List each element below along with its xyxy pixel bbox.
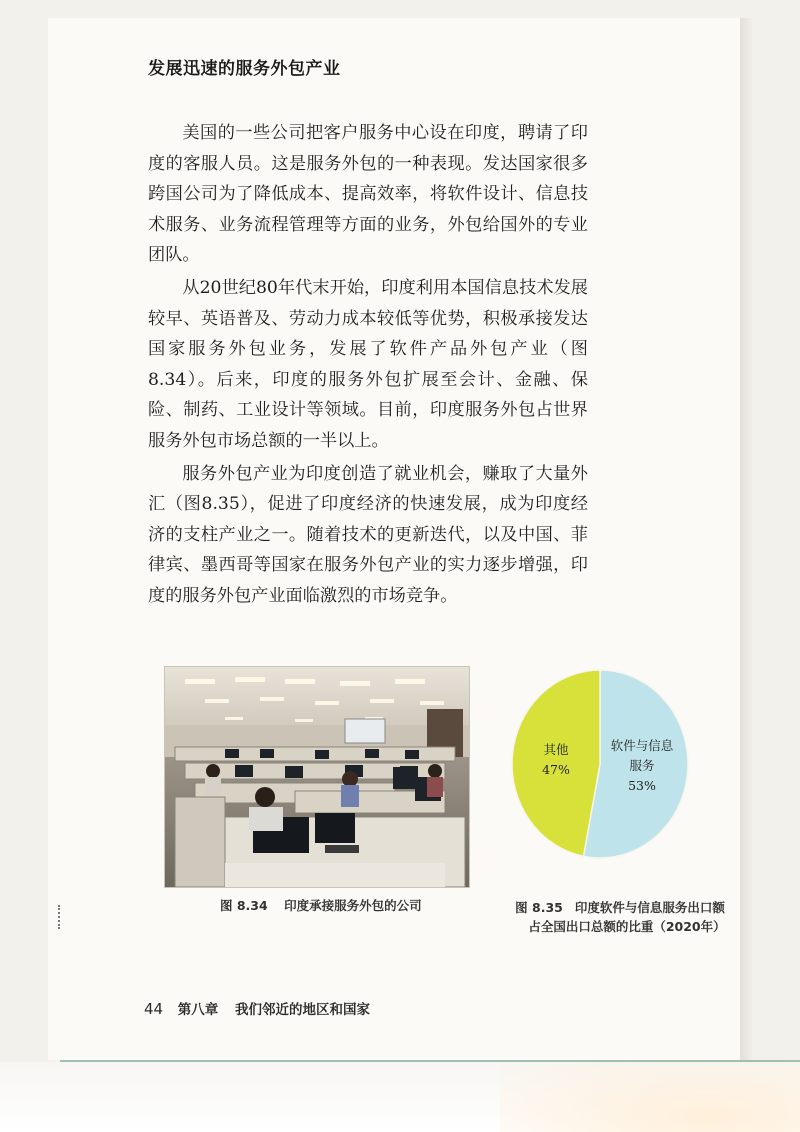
figure-835-caption-line2: 占全国出口总额的比重（2020年） <box>528 919 726 934</box>
pie-chart <box>508 666 692 862</box>
page-number: 44 <box>144 1000 164 1018</box>
chapter-number: 第八章 <box>177 1002 219 1018</box>
pie-label-other-value: 47% <box>542 762 570 777</box>
figure-834-caption <box>220 896 422 914</box>
pie-label-other-line1: 其他 <box>543 742 569 757</box>
figure-835-caption-text: 印度软件与信息服务出口额 <box>574 900 725 915</box>
section-title: 发展迅速的服务外包产业 <box>148 59 341 79</box>
pie-label-software-line1: 软件与信息 <box>610 738 674 753</box>
page-bottom-rule <box>60 1060 800 1062</box>
pie-label-software-value: 53% <box>628 778 656 793</box>
paragraph-1: 美国的一些公司把客户服务中心设在印度，聘请了印度的客服人员。这是服务外包的一种表现。发达国家很多跨国公司为了降低成本、提高效率，将软件设计、信息技术服务、业务流程管理等方面的业务，外包给国外的专业团队。 <box>148 123 588 266</box>
margin-mark <box>58 905 61 929</box>
page-footer <box>144 998 370 1018</box>
figure-835-number: 图 8.35 <box>515 900 563 915</box>
body-text <box>148 118 588 614</box>
pie-label-other <box>530 740 582 780</box>
paragraph-3: 服务外包产业为印度创造了就业机会，赚取了大量外汇（图8.35），促进了印度经济的快速发展，成为印度经济的支柱产业之一。随着技术的更新迭代，以及中国、菲律宾、墨西哥等国家在服务外包产业的实力逐步增强，印度的服务外包产业面临激烈的市场竞争。 <box>148 463 588 606</box>
pie-label-software-line2: 服务 <box>629 758 655 773</box>
figure-834-number: 图 8.34 <box>220 898 268 913</box>
office-illustration <box>165 667 469 887</box>
light-glare <box>500 1062 800 1132</box>
office-photo <box>164 666 470 888</box>
paragraph-2: 从20世纪80年代末开始，印度利用本国信息技术发展较早、英语普及、劳动力成本较低等优势，积极承接发达国家服务外包业务，发展了软件产品外包产业（图8.34）。后来，印度的服务外包扩展至会计、金融、保险、制药、工业设计等领域。目前，印度服务外包占世界服务外包市场总额的一半以上。 <box>148 277 588 451</box>
figure-835-caption-line1 <box>490 898 750 917</box>
figure-834-caption-text: 印度承接服务外包的公司 <box>284 898 422 913</box>
chapter-title: 我们邻近的地区和国家 <box>235 1002 370 1018</box>
pie-label-software <box>602 736 682 796</box>
figure-835-caption <box>490 898 750 936</box>
